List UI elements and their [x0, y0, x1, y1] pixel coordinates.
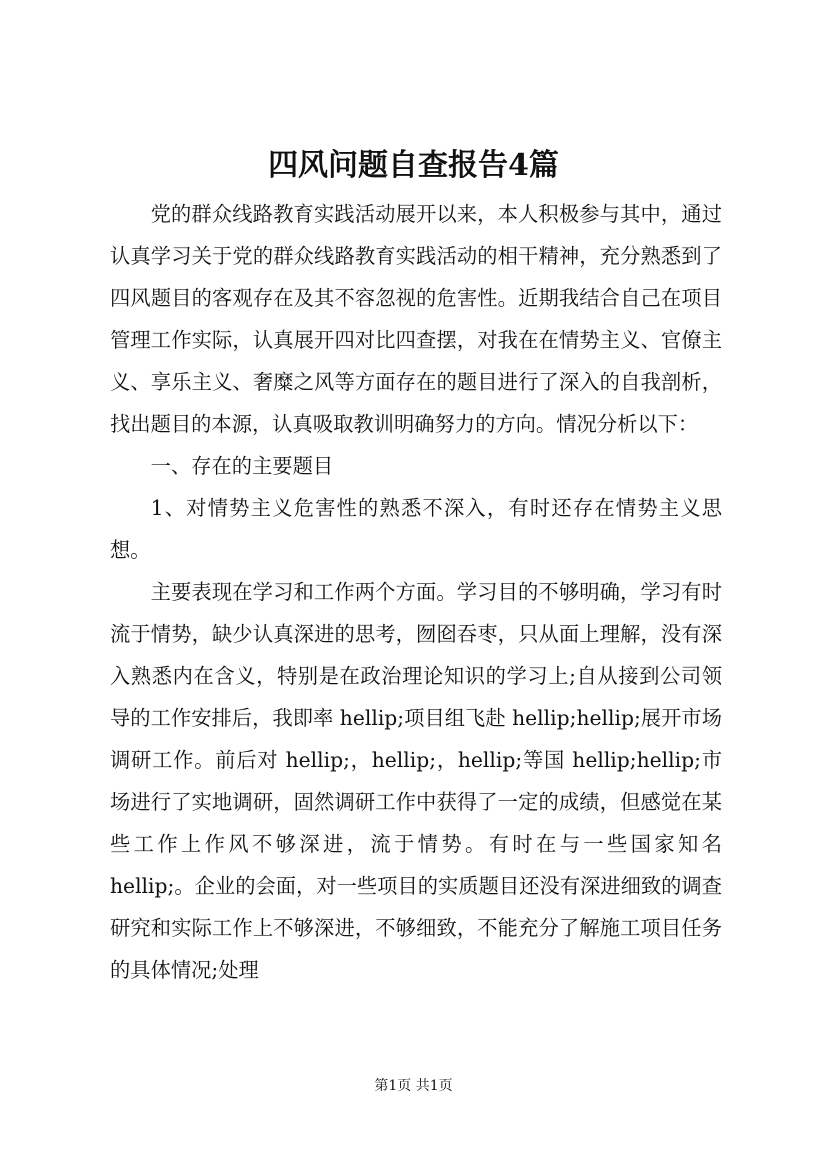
paragraph-details: 主要表现在学习和工作两个方面。学习目的不够明确，学习有时流于情势，缺少认真深进的思考，囫囵吞枣，只从面上理解，没有深入熟悉内在含义，特别是在政治理论知识的学习上;自从接到公司领导的工作安排后，我即率 hellip;项目组飞赴 hellip;hellip;展开市场调研工作。前后对 hellip;，hellip;，hellip;等国 hellip;hellip;市场进行了实地调研，固然调研工作中获得了一定的成绩，但感觉在某些工作上作风不够深进，流于情势。有时在与一些国家知名 hellip;。企业的会面，对一些项目的实质题目还没有深进细致的调查研究和实际工作上不够深进，不够细致，不能充分了解施工项目任务的具体情况;处理 [110, 580, 722, 982]
subsection-heading: 1、对情势主义危害性的熟悉不深入，有时还存在情势主义思想。 [110, 496, 722, 562]
paragraph-intro: 党的群众线路教育实践活动展开以来，本人积极参与其中，通过认真学习关于党的群众线路教育实践活动的相干精神，充分熟悉到了四风题目的客观存在及其不容忽视的危害性。近期我结合自己在项目管理工作实际，认真展开四对比四查摆，对我在在情势主义、官僚主义、享乐主义、奢糜之风等方面存在的题目进行了深入的自我剖析，找出题目的本源，认真吸取教训明确努力的方向。情况分析以下： [110, 202, 722, 436]
document-body [110, 193, 722, 991]
page-footer: 第1页 共1页 [374, 1078, 453, 1094]
section-heading: 一、存在的主要题目 [150, 454, 334, 478]
document-title: 四风问题自查报告4篇 [268, 148, 559, 183]
